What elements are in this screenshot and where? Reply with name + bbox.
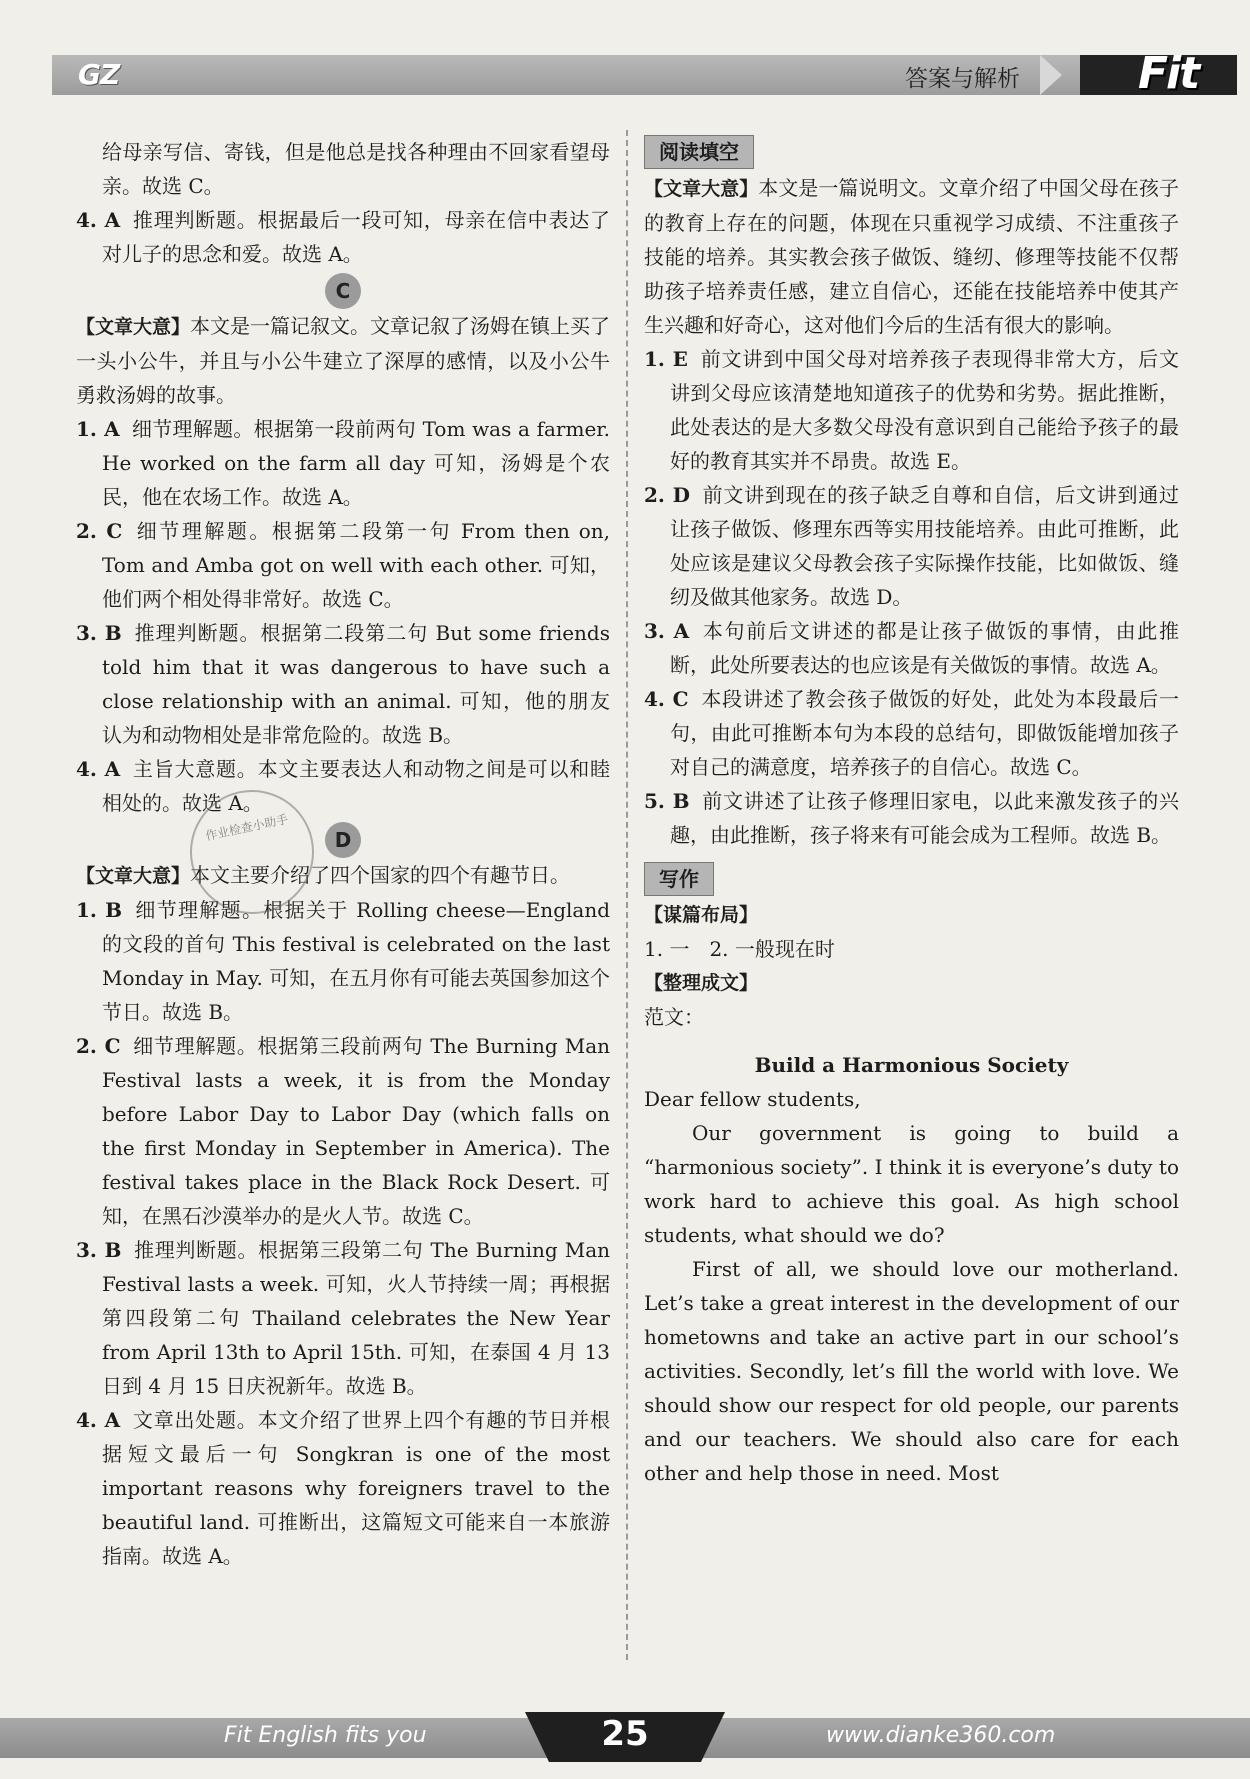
list-item: 4. A 主旨大意题。本文主要表达人和动物之间是可以和睦相处的。故选 A。 — [76, 757, 611, 815]
list-item: 1. E 前文讲到中国父母对培养孩子表现得非常大方，后文讲到父母应该清楚地知道孩子的优势和劣势。据此推断，此处表达的是大多数父母没有意识到自己能给予孩子的最好的教育其实并不昂贵。故选 E。 — [644, 347, 1179, 473]
right-column — [644, 135, 1179, 1490]
footer-site: www.dianke360.com — [826, 1723, 1056, 1748]
page-number: 25 — [601, 1714, 649, 1754]
left-column — [76, 135, 610, 1573]
plan-text: 1. 一 2. 一般现在时 — [644, 937, 835, 961]
footer-slogan: Fit English fits you — [224, 1723, 427, 1748]
list-item: 4. A 推理判断题。根据最后一段可知，母亲在信中表达了对儿子的思念和爱。故选 A。 — [76, 208, 611, 266]
plan-heading: 【谋篇布局】 — [644, 904, 759, 926]
header-code: GZ — [78, 58, 120, 91]
list-item: 3. A 本句前后文讲述的都是让孩子做饭的事情，由此推断，此处所要表达的也应该是有关做饭的事情。故选 A。 — [644, 619, 1180, 677]
list-item: 4. C 本段讲述了教会孩子做饭的好处，此处为本段最后一句，由此可推断本句为本段的总结句，即做饭能增加孩子对自己的满意度，培养孩子的自信心。故选 C。 — [644, 687, 1179, 779]
compose-heading: 【整理成文】 — [644, 972, 759, 994]
brand-logo: Fit — [1138, 48, 1199, 99]
section-d-summary: 【文章大意】本文主要介绍了四个国家的四个有趣节日。 — [76, 863, 571, 887]
sample-label: 范文： — [644, 1005, 704, 1029]
list-item: 2. C 细节理解题。根据第二段第一句 From then on, Tom and Amba got on well with each other. 可知，他们两个相处得非常好。故选 C。 — [76, 519, 610, 611]
list-item: 2. C 细节理解题。根据第三段前两句 The Burning Man Festival lasts a week, it is from the Monday before Labor Day to Labor Day (which falls on the first Monday in September in America). The festival takes place in the Black Rock Desert. 可知，在黑石沙漠举办的是火人节。故选 C。 — [76, 1034, 610, 1228]
reading-summary: 【文章大意】本文是一篇说明文。文章介绍了中国父母在孩子的教育上存在的问题，体现在只重视学习成绩、不注重孩子技能的培养。其实教会孩子做饭、缝纫、修理等技能不仅帮助孩子培养责任感，建立自信心，还能在技能培养中使其产生兴趣和好奇心，这对他们今后的生活有很大的影响。 — [644, 176, 1179, 337]
section-label-writing: 写作 — [644, 862, 714, 896]
list-item: 3. B 推理判断题。根据第三段第二句 The Burning Man Festival lasts a week. 可知，火人节持续一周；再根据第四段第二句 Thailand celebrates the New Year from April 13th to April 15th. 可知，在泰国 4 月 13 日到 4 月 15 日庆祝新年。故选 B。 — [76, 1238, 610, 1398]
list-item: 5. B 前文讲述了让孩子修理旧家电，以此来激发孩子的兴趣，由此推断，孩子将来有可能会成为工程师。故选 B。 — [644, 789, 1180, 847]
section-label-reading: 阅读填空 — [644, 135, 754, 169]
list-item: 1. B 细节理解题。根据关于 Rolling cheese—England 的文段的首句 This festival is celebrated on the last Monday in May. 可知，在五月你有可能去英国参加这个节日。故选 B。 — [76, 898, 610, 1024]
list-item: 1. A 细节理解题。根据第一段前两句 Tom was a farmer. He worked on the farm all day 可知，汤姆是个农民，他在农场工作。故选 A。 — [76, 417, 610, 509]
stamp-seal: 作业检查小助手 — [178, 778, 325, 925]
list-item: 4. A 文章出处题。本文介绍了世界上四个有趣的节日并根据短文最后一句 Songkran is one of the most important reasons why foreigners travel to the beautiful land. 可推断出，这篇短文可能来自一本旅游指南。故选 A。 — [76, 1408, 611, 1568]
column-divider — [626, 130, 628, 1660]
header-title: 答案与解析 — [905, 66, 1020, 92]
essay-title: Build a Harmonious Society — [754, 1053, 1069, 1077]
section-c-badge: C — [325, 273, 361, 309]
essay-paragraph: Our government is going to build a “harmonious society”. I think it is everyone’s duty to work hard to achieve this goal. As high school students, what should we do? — [644, 1121, 1179, 1247]
section-d-badge: D — [325, 822, 361, 858]
essay-greeting: Dear fellow students, — [644, 1087, 861, 1111]
intro-text: 给母亲写信、寄钱，但是他总是找各种理由不回家看望母亲。故选 C。 — [102, 140, 610, 198]
list-item: 3. B 推理判断题。根据第二段第二句 But some friends told him that it was dangerous to have such a close relationship with an animal. 可知，他的朋友认为和动物相处是非常危险的。故选 B。 — [76, 621, 611, 747]
header-arrow-icon — [1040, 55, 1062, 95]
list-item: 2. D 前文讲到现在的孩子缺乏自尊和自信，后文讲到通过让孩子做饭、修理东西等实用技能培养。由此可推断，此处应该是建议父母教会孩子实际操作技能，比如做饭、缝纫及做其他家务。故选 D。 — [644, 483, 1180, 609]
essay-paragraph: First of all, we should love our motherland. Let’s take a great interest in the development of our hometowns and take an active part in our school’s activities. Secondly, let’s fill the world with love. We should show our respect for old people, our parents and our teachers. We should also care for each other and help those in need. Most — [644, 1257, 1179, 1485]
section-c-summary: 【文章大意】本文是一篇记叙文。文章记叙了汤姆在镇上买了一头小公牛，并且与小公牛建立了深厚的感情，以及小公牛勇救汤姆的故事。 — [76, 314, 611, 407]
